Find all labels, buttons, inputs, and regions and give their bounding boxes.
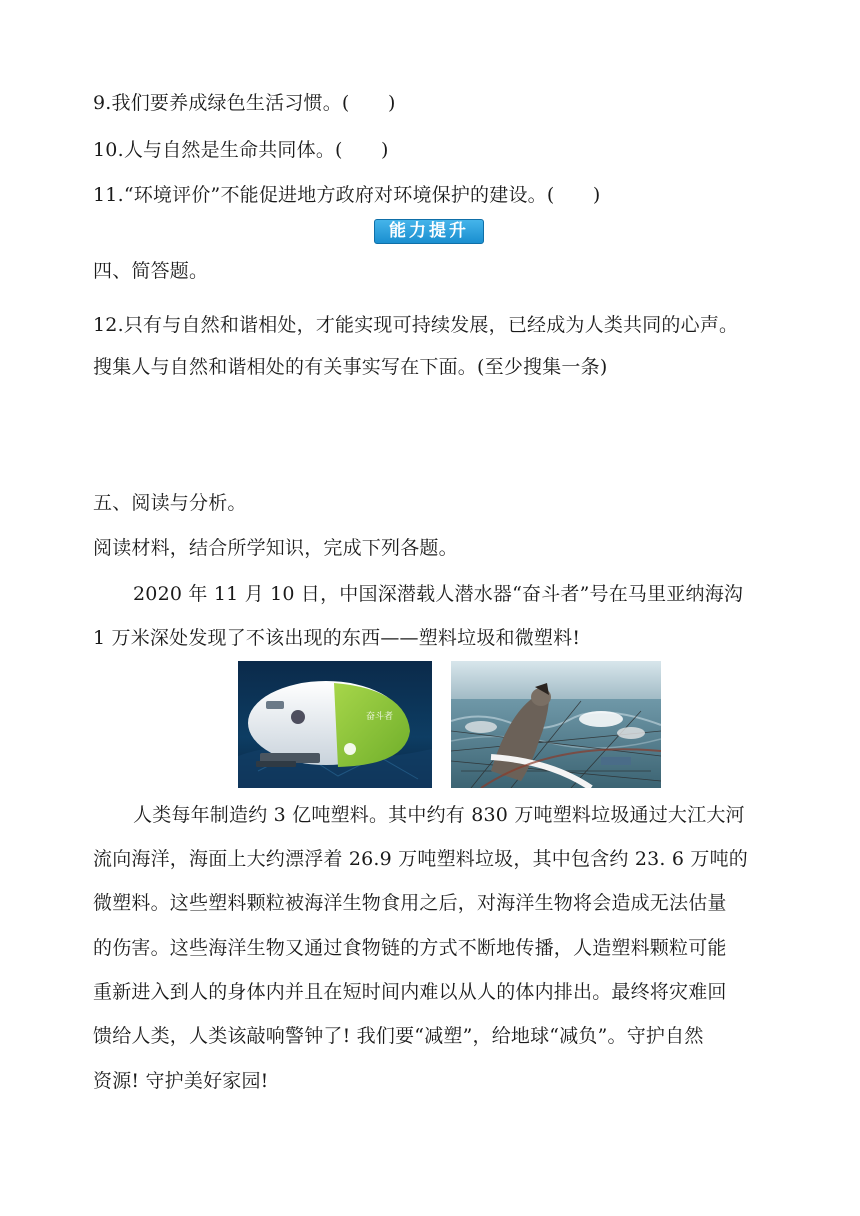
paragraph-1-line-1: 2020 年 11 月 10 日，中国深潜载人潜水器“奋斗者”号在马里亚纳海沟 (133, 583, 744, 605)
question-11: 11.“环境评价”不能促进地方政府对环境保护的建设。( ) (93, 184, 601, 206)
section-4-heading: 四、简答题。 (93, 260, 209, 282)
paragraph-2-line-7: 资源! 守护美好家园! (93, 1070, 269, 1092)
submersible-hull-text: 奋斗者 (366, 712, 394, 722)
section-5-instruction: 阅读材料，结合所学知识，完成下列各题。 (93, 537, 458, 559)
section-5-heading: 五、阅读与分析。 (93, 492, 247, 514)
seal-in-net-photo (451, 661, 661, 788)
ability-banner: 能力提升 (374, 219, 484, 244)
paragraph-1-line-2: 1 万米深处发现了不该出现的东西——塑料垃圾和微塑料! (93, 627, 581, 649)
question-12-line-2: 搜集人与自然和谐相处的有关事实写在下面。(至少搜集一条) (93, 356, 608, 378)
question-10: 10.人与自然是生命共同体。( ) (93, 139, 389, 161)
paragraph-2-line-3: 微塑料。这些塑料颗粒被海洋生物食用之后，对海洋生物将会造成无法估量 (93, 892, 727, 914)
paragraph-2-line-6: 馈给人类，人类该敲响警钟了! 我们要“减塑”，给地球“减负”。守护自然 (93, 1025, 704, 1047)
question-12-line-1: 12.只有与自然和谐相处，才能实现可持续发展，已经成为人类共同的心声。 (93, 314, 739, 336)
paragraph-2-line-5: 重新进入到人的身体内并且在短时间内难以从人的体内排出。最终将灾难回 (93, 981, 727, 1003)
paragraph-2-line-1: 人类每年制造约 3 亿吨塑料。其中约有 830 万吨塑料垃圾通过大江大河 (133, 804, 745, 826)
paragraph-2-line-2: 流向海洋，海面上大约漂浮着 26.9 万吨塑料垃圾，其中包含约 23. 6 万吨的 (93, 848, 749, 870)
question-9: 9.我们要养成绿色生活习惯。( ) (93, 92, 396, 114)
submersible-photo (238, 661, 432, 788)
paragraph-2-line-4: 的伤害。这些海洋生物又通过食物链的方式不断地传播，人造塑料颗粒可能 (93, 937, 727, 959)
